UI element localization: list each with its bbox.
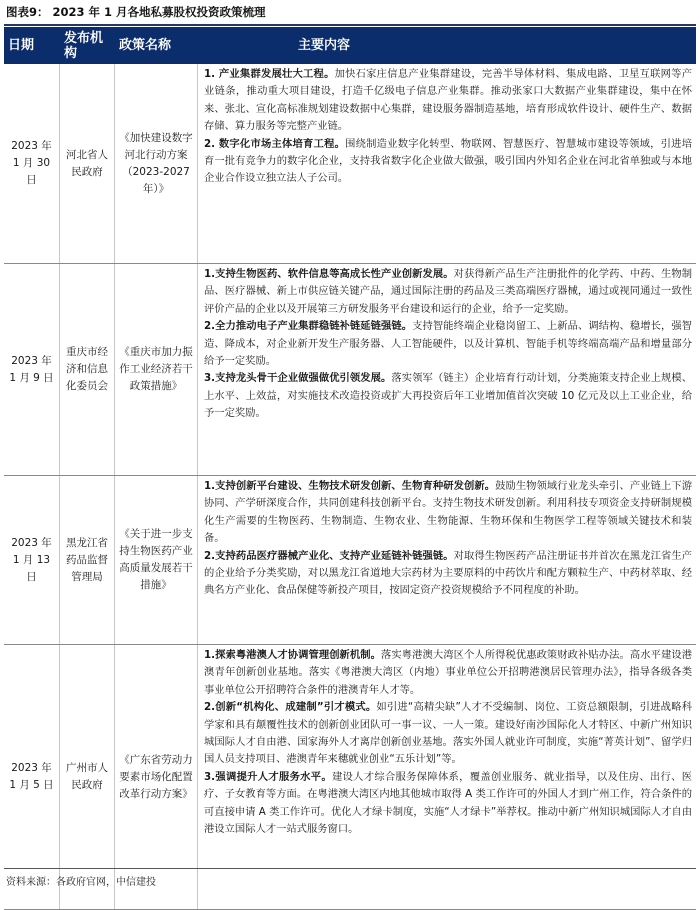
table-row — [4, 64, 696, 264]
agency-cell: 重庆市经济和信息化委员会 — [60, 264, 115, 475]
content-cell — [198, 476, 696, 644]
header-agency: 发布机构 — [64, 30, 104, 61]
item-body: 对取得生物医药产品注册证书并首次在黑龙江省生产的企业给予分类奖励，对以黑龙江省道地大宗药材为主要原料的中药饮片和配方颗粒生产、中药材萃取、经典名方产业化、食品保健等新投产项目，按固定资产投资规模给予不同程度的补助。 — [204, 549, 692, 597]
item-heading: 1.支持创新平台建设、生物技术研发创新、生物育种研发创新。 — [204, 480, 496, 492]
item-body: 落实领军（链主）企业培育行动计划，分类施策支持企业上规模、上水平、上效益，对实施技术改造投资或扩大再投资后年工业增加值首次突破 10 亿元及以上工业企业，给予一定奖励。 — [204, 372, 693, 420]
content-item — [204, 266, 692, 318]
agency-cell: 广州市人民政府 — [60, 645, 115, 909]
content-cell — [198, 264, 696, 475]
item-body: 对获得新产品生产注册批件的化学药、中药、生物制品、医疗器械、新上市供应链关键产品，通过国际注册的药品及三类高端医疗器械，通过或视同通过一致性评价产品的企业以及开展第三方研发服务平台建设和运行的企业，给予一定奖励。 — [204, 268, 692, 315]
source-note: 资料来源：各政府官网，中信建投 — [6, 877, 156, 888]
policy-table — [4, 27, 696, 910]
item-body: 如引进“高精尖缺”人才不受编制、岗位、工资总额限制，引进战略科学家和具有颠覆性技术的创新创业团队可一事一议、一人一策。建设好南沙国际化人才特区、中新广州知识城国际人才自由港、国家海外人才离岸创新创业基地。落实外国人就业许可制度，实施“菁英计划”、留学归国人员支持项目、港澳青年来穗就业创业“五乐计划”等。 — [204, 701, 692, 766]
item-heading: 1.支持生物医药、软件信息等高成长性产业创新发展。 — [204, 268, 454, 280]
footer-divider — [4, 868, 696, 869]
figure-title: 图表9： 2023 年 1 月各地私募股权投资政策梳理 — [6, 5, 266, 19]
content-item — [204, 370, 692, 422]
agency-cell: 黑龙江省药品监督管理局 — [60, 476, 115, 644]
content-item — [204, 548, 692, 600]
header-policy: 政策名称 — [119, 38, 172, 53]
content-item — [204, 318, 692, 370]
title-divider — [4, 24, 696, 26]
item-heading: 2. 数字化市场主体培育工程。 — [204, 137, 346, 150]
date-cell: 2023 年 1 月 13 日 — [4, 476, 60, 644]
policy-cell: 《关于进一步支持生物医药产业高质量发展若干措施》 — [115, 476, 198, 644]
table-row — [4, 264, 696, 476]
item-body: 围绕制造业数字化转型、物联网、智慧医疗、智慧城市建设等领域，引进培育一批有竞争力的数字化企业，支持我省数字化企业做大做强，吸引国内外知名企业在河北省单独或与本地企业合作设立独立法人子公司。 — [204, 137, 692, 185]
date-cell: 2023 年 1 月 30 日 — [4, 64, 60, 263]
content-cell — [198, 64, 696, 263]
content-item — [204, 136, 692, 188]
item-heading: 3.强调提升人才服务水平。 — [204, 770, 332, 783]
item-body: 加快石家庄信息产业集群建设，完善半导体材料、集成电路、卫星互联网等产业链条，推动重大项目建设，打造千亿级电子信息产业集群。推动张家口大数据产业集群建设，集中在怀来、张北、宣化高标准规划建设数据中心集群，建设服务器制造基地，培育形成软件设计、硬件生产、数据存储、算力服务等完整产业链。 — [204, 68, 692, 133]
content-item — [204, 647, 692, 699]
content-item — [204, 66, 692, 136]
policy-cell: 《重庆市加力振作工业经济若干政策措施》 — [115, 264, 198, 475]
agency-cell: 河北省人民政府 — [60, 64, 115, 263]
table-header — [4, 27, 696, 64]
item-heading: 2.创新“机构化、成建制”引才模式。 — [204, 701, 377, 714]
content-item — [204, 769, 692, 839]
item-body: 鼓励生物领域行业龙头牵引、产业链上下游协同、产学研深度合作，共同创建科技创新平台。支持生物技术研发创新。利用科技专项资金支持研制规模化生产需要的生物医药、生物制造、生物农业、生物能源、生物环保和生物医学工程等领域关键技术和装备。 — [204, 480, 692, 545]
policy-cell: 《加快建设数字河北行动方案（2023-2027 年）》 — [115, 64, 198, 263]
content-cell — [198, 645, 696, 909]
item-heading: 3.支持龙头骨干企业做强做优引领发展。 — [204, 372, 392, 385]
item-body: 支持智能终端企业稳岗留工、上新品、调结构、稳增长，强智造、降成本，对企业新开发生产服务器、人工智能硬件，以及计算机、智能手机等终端高端产品和增量部分给予一定奖励。 — [204, 320, 693, 368]
item-body: 建设人才综合服务保障体系，覆盖创业服务、就业指导，以及住房、出行、医疗、子女教育等方面。在粤港澳大湾区内地其他城市取得 A 类工作许可的外国人才到广州工作，符合条件的可直接申请 A 类工作许可。优化人才绿卡制度，实施“人才绿卡”举荐权。推动中新广州知识城国际人才自由港设立国际人才一站式服务窗口。 — [204, 770, 693, 836]
item-heading: 1.探索粤港澳人才协调管理创新机制。 — [204, 649, 382, 661]
item-heading: 1. 产业集群发展壮大工程。 — [204, 68, 335, 80]
content-item — [204, 478, 692, 548]
content-item — [204, 699, 692, 769]
date-cell: 2023 年 1 月 9 日 — [4, 264, 60, 475]
policy-cell: 《广东省劳动力要素市场化配置改革行动方案》 — [115, 645, 198, 909]
header-content: 主要内容 — [298, 38, 351, 53]
table-row — [4, 476, 696, 645]
header-date: 日期 — [8, 38, 35, 53]
item-heading: 2.支持药品医疗器械产业化、支持产业延链补链强链。 — [204, 549, 454, 562]
item-heading: 2.全力推动电子产业集群稳链补链延链强链。 — [204, 320, 413, 333]
item-body: 落实粤港澳大湾区个人所得税优惠政策财政补贴办法。高水平建设港澳青年创新创业基地。落实《粤港澳大湾区（内地）事业单位公开招聘港澳居民管理办法》，指导各级各类事业单位公开招聘符合条件的港澳青年人才等。 — [204, 649, 693, 696]
table-row — [4, 645, 696, 910]
date-cell: 2023 年 1 月 5 日 — [4, 645, 60, 909]
